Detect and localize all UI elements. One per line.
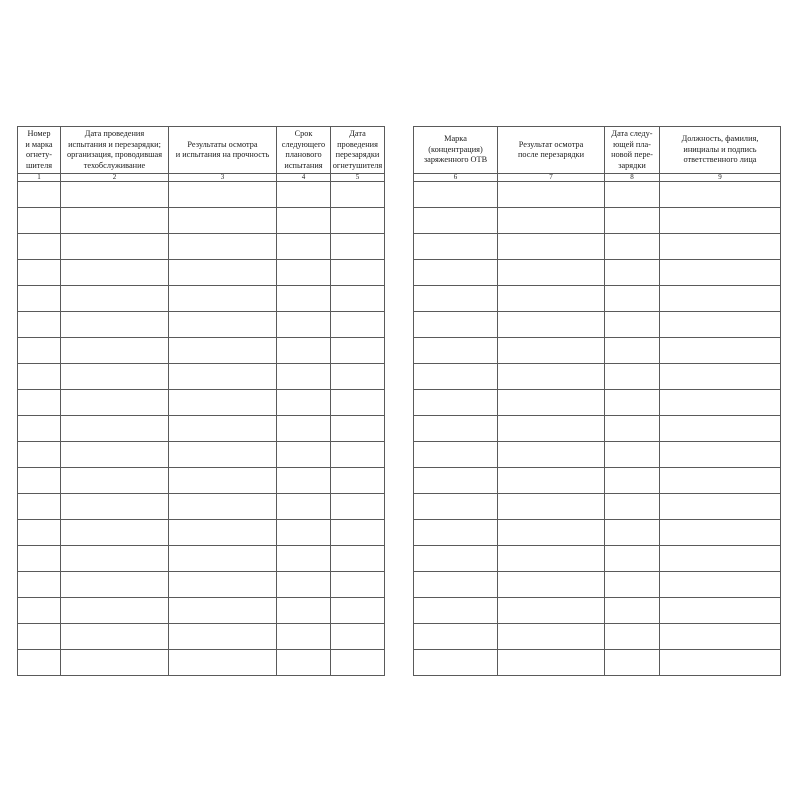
table-cell[interactable] (498, 468, 605, 494)
table-cell[interactable] (169, 572, 277, 598)
table-row (18, 390, 385, 416)
table-row (18, 442, 385, 468)
table-row (18, 468, 385, 494)
table-cell[interactable] (498, 312, 605, 338)
table-cell[interactable] (61, 520, 169, 546)
table-row (414, 338, 781, 364)
table-row (414, 312, 781, 338)
table-row (414, 390, 781, 416)
table-cell[interactable] (605, 520, 660, 546)
table-cell[interactable] (660, 650, 781, 676)
table-cell[interactable] (660, 546, 781, 572)
table-cell[interactable] (61, 390, 169, 416)
table-cell[interactable] (605, 442, 660, 468)
table-cell[interactable] (660, 260, 781, 286)
table-row (18, 182, 385, 208)
table-cell[interactable] (498, 390, 605, 416)
table-row (414, 234, 781, 260)
table-cell[interactable] (605, 416, 660, 442)
table-row (18, 312, 385, 338)
table-cell[interactable] (169, 208, 277, 234)
table-cell[interactable] (414, 286, 498, 312)
table-cell[interactable] (498, 598, 605, 624)
table-cell[interactable] (277, 442, 331, 468)
column-header-next-recharge-date: Дата следу- ющей пла- новой пере- зарядки (605, 127, 660, 174)
table-cell[interactable] (331, 624, 385, 650)
table-cell[interactable] (169, 624, 277, 650)
table-cell[interactable] (169, 390, 277, 416)
table-cell[interactable] (18, 572, 61, 598)
table-cell[interactable] (660, 364, 781, 390)
table-cell[interactable] (61, 546, 169, 572)
table-cell[interactable] (277, 364, 331, 390)
table-cell[interactable] (414, 572, 498, 598)
table-cell[interactable] (61, 572, 169, 598)
table-cell[interactable] (605, 390, 660, 416)
table-cell[interactable] (605, 624, 660, 650)
table-row (18, 598, 385, 624)
table-cell[interactable] (660, 338, 781, 364)
table-cell[interactable] (61, 598, 169, 624)
table-row (414, 260, 781, 286)
table-row (18, 416, 385, 442)
table-cell[interactable] (414, 546, 498, 572)
table-cell[interactable] (660, 182, 781, 208)
right-journal-table (413, 126, 781, 676)
table-cell[interactable] (331, 286, 385, 312)
table-cell[interactable] (414, 260, 498, 286)
table-cell[interactable] (414, 650, 498, 676)
table-row (18, 572, 385, 598)
table-cell[interactable] (18, 312, 61, 338)
column-header-responsible-person: Должность, фамилия, инициалы и подпись ответственного лица (660, 127, 781, 174)
table-cell[interactable] (169, 468, 277, 494)
left-journal-table (17, 126, 385, 676)
column-header-post-recharge-result: Результат осмотра после перезарядки (498, 127, 605, 174)
table-cell[interactable] (277, 598, 331, 624)
table-cell[interactable] (61, 494, 169, 520)
table-row (414, 182, 781, 208)
table-cell[interactable] (277, 338, 331, 364)
table-cell[interactable] (61, 286, 169, 312)
table-cell[interactable] (605, 182, 660, 208)
table-cell[interactable] (61, 650, 169, 676)
column-header-test-date-organization: Дата проведения испытания и перезарядки; организация, проводившая техобслуживание (61, 127, 169, 174)
table-row (18, 650, 385, 676)
table-row (18, 546, 385, 572)
table-cell[interactable] (414, 338, 498, 364)
table-cell[interactable] (660, 624, 781, 650)
table-cell[interactable] (414, 208, 498, 234)
table-cell[interactable] (18, 390, 61, 416)
table-cell[interactable] (498, 286, 605, 312)
table-cell[interactable] (18, 260, 61, 286)
table-row (18, 286, 385, 312)
table-row (18, 338, 385, 364)
table-cell[interactable] (169, 182, 277, 208)
table-cell[interactable] (18, 598, 61, 624)
table-cell[interactable] (331, 208, 385, 234)
table-cell[interactable] (498, 624, 605, 650)
table-cell[interactable] (660, 494, 781, 520)
table-cell[interactable] (498, 416, 605, 442)
table-cell[interactable] (331, 520, 385, 546)
column-number: 2 (61, 174, 169, 182)
column-number: 5 (331, 174, 385, 182)
table-cell[interactable] (61, 442, 169, 468)
right-table-body (414, 182, 781, 676)
table-cell[interactable] (660, 312, 781, 338)
table-cell[interactable] (414, 390, 498, 416)
table-cell[interactable] (331, 260, 385, 286)
table-row (414, 468, 781, 494)
table-cell[interactable] (277, 520, 331, 546)
table-cell[interactable] (61, 208, 169, 234)
table-cell[interactable] (61, 338, 169, 364)
table-cell[interactable] (169, 338, 277, 364)
column-header-extinguisher-number: Номер и марка огнету- шителя (18, 127, 61, 174)
table-row (414, 286, 781, 312)
left-table-body (18, 182, 385, 676)
table-cell[interactable] (61, 364, 169, 390)
column-number-row (414, 174, 781, 182)
column-number: 4 (277, 174, 331, 182)
table-cell[interactable] (498, 338, 605, 364)
table-cell[interactable] (277, 624, 331, 650)
column-header-agent-brand: Марка (концентрация) заряженного ОТВ (414, 127, 498, 174)
table-cell[interactable] (18, 624, 61, 650)
column-number: 6 (414, 174, 498, 182)
table-cell[interactable] (18, 546, 61, 572)
table-cell[interactable] (414, 234, 498, 260)
table-cell[interactable] (414, 468, 498, 494)
table-cell[interactable] (660, 234, 781, 260)
table-row (18, 520, 385, 546)
table-cell[interactable] (331, 182, 385, 208)
table-cell[interactable] (277, 494, 331, 520)
table-cell[interactable] (605, 286, 660, 312)
table-cell[interactable] (169, 598, 277, 624)
table-cell[interactable] (61, 468, 169, 494)
table-cell[interactable] (660, 286, 781, 312)
column-number: 7 (498, 174, 605, 182)
table-cell[interactable] (169, 286, 277, 312)
table-cell[interactable] (61, 182, 169, 208)
table-cell[interactable] (277, 572, 331, 598)
table-cell[interactable] (277, 416, 331, 442)
table-cell[interactable] (498, 234, 605, 260)
table-row (18, 260, 385, 286)
table-cell[interactable] (331, 494, 385, 520)
table-cell[interactable] (331, 572, 385, 598)
table-cell[interactable] (660, 598, 781, 624)
table-cell[interactable] (331, 312, 385, 338)
table-cell[interactable] (18, 234, 61, 260)
table-row (414, 546, 781, 572)
table-cell[interactable] (660, 416, 781, 442)
table-cell[interactable] (605, 312, 660, 338)
table-cell[interactable] (414, 364, 498, 390)
table-row (414, 520, 781, 546)
table-cell[interactable] (605, 650, 660, 676)
table-cell[interactable] (169, 650, 277, 676)
table-cell[interactable] (498, 520, 605, 546)
table-cell[interactable] (18, 338, 61, 364)
table-cell[interactable] (61, 312, 169, 338)
table-row (414, 208, 781, 234)
table-cell[interactable] (605, 572, 660, 598)
table-cell[interactable] (18, 494, 61, 520)
table-row (414, 572, 781, 598)
table-cell[interactable] (331, 390, 385, 416)
table-cell[interactable] (331, 546, 385, 572)
table-cell[interactable] (331, 364, 385, 390)
table-cell[interactable] (414, 494, 498, 520)
column-number: 8 (605, 174, 660, 182)
column-header-next-test-date: Срок следующего планового испытания (277, 127, 331, 174)
header-row (18, 127, 385, 174)
table-row (414, 624, 781, 650)
header-row (414, 127, 781, 174)
table-cell[interactable] (18, 364, 61, 390)
table-cell[interactable] (605, 338, 660, 364)
table-cell[interactable] (498, 650, 605, 676)
table-cell[interactable] (414, 182, 498, 208)
table-cell[interactable] (498, 364, 605, 390)
table-cell[interactable] (277, 390, 331, 416)
column-header-recharge-date: Дата проведения перезарядки огнетушителя (331, 127, 385, 174)
table-row (18, 208, 385, 234)
table-cell[interactable] (414, 442, 498, 468)
table-cell[interactable] (18, 182, 61, 208)
table-cell[interactable] (277, 286, 331, 312)
column-number-row (18, 174, 385, 182)
table-cell[interactable] (169, 234, 277, 260)
table-cell[interactable] (169, 442, 277, 468)
table-cell[interactable] (414, 416, 498, 442)
table-cell[interactable] (414, 598, 498, 624)
table-cell[interactable] (498, 260, 605, 286)
table-row (414, 364, 781, 390)
table-cell[interactable] (331, 468, 385, 494)
table-row (414, 650, 781, 676)
table-cell[interactable] (498, 208, 605, 234)
table-cell[interactable] (331, 650, 385, 676)
table-cell[interactable] (61, 234, 169, 260)
table-cell[interactable] (331, 442, 385, 468)
table-cell[interactable] (331, 338, 385, 364)
table-cell[interactable] (61, 624, 169, 650)
table-row (18, 624, 385, 650)
table-cell[interactable] (277, 650, 331, 676)
table-cell[interactable] (277, 208, 331, 234)
table-cell[interactable] (605, 494, 660, 520)
table-cell[interactable] (331, 598, 385, 624)
table-cell[interactable] (414, 520, 498, 546)
table-cell[interactable] (498, 572, 605, 598)
table-cell[interactable] (660, 572, 781, 598)
column-header-inspection-results: Результаты осмотра и испытания на прочность (169, 127, 277, 174)
table-cell[interactable] (498, 442, 605, 468)
column-number: 1 (18, 174, 61, 182)
table-cell[interactable] (660, 208, 781, 234)
table-cell[interactable] (277, 260, 331, 286)
table-cell[interactable] (331, 234, 385, 260)
column-number: 9 (660, 174, 781, 182)
table-cell[interactable] (498, 546, 605, 572)
table-cell[interactable] (605, 598, 660, 624)
table-cell[interactable] (18, 208, 61, 234)
table-cell[interactable] (498, 494, 605, 520)
table-cell[interactable] (277, 546, 331, 572)
table-cell[interactable] (277, 234, 331, 260)
table-row (18, 364, 385, 390)
column-number: 3 (169, 174, 277, 182)
table-cell[interactable] (169, 312, 277, 338)
table-cell[interactable] (169, 494, 277, 520)
table-cell[interactable] (414, 312, 498, 338)
table-cell[interactable] (605, 546, 660, 572)
table-cell[interactable] (414, 624, 498, 650)
table-cell[interactable] (660, 468, 781, 494)
table-row (18, 494, 385, 520)
table-cell[interactable] (277, 468, 331, 494)
table-row (18, 234, 385, 260)
table-cell[interactable] (169, 260, 277, 286)
table-cell[interactable] (660, 442, 781, 468)
table-cell[interactable] (605, 260, 660, 286)
table-cell[interactable] (169, 416, 277, 442)
table-cell[interactable] (18, 416, 61, 442)
table-row (414, 416, 781, 442)
table-cell[interactable] (169, 364, 277, 390)
table-cell[interactable] (605, 234, 660, 260)
table-cell[interactable] (660, 520, 781, 546)
table-cell[interactable] (498, 182, 605, 208)
table-cell[interactable] (169, 546, 277, 572)
table-cell[interactable] (61, 416, 169, 442)
table-cell[interactable] (18, 650, 61, 676)
table-row (414, 494, 781, 520)
table-cell[interactable] (605, 468, 660, 494)
table-cell[interactable] (18, 468, 61, 494)
table-cell[interactable] (331, 416, 385, 442)
table-row (414, 442, 781, 468)
table-cell[interactable] (18, 442, 61, 468)
table-cell[interactable] (18, 286, 61, 312)
table-cell[interactable] (605, 208, 660, 234)
table-cell[interactable] (61, 260, 169, 286)
table-cell[interactable] (18, 520, 61, 546)
table-cell[interactable] (169, 520, 277, 546)
table-cell[interactable] (277, 312, 331, 338)
table-row (414, 598, 781, 624)
table-cell[interactable] (277, 182, 331, 208)
table-cell[interactable] (605, 364, 660, 390)
table-cell[interactable] (660, 390, 781, 416)
